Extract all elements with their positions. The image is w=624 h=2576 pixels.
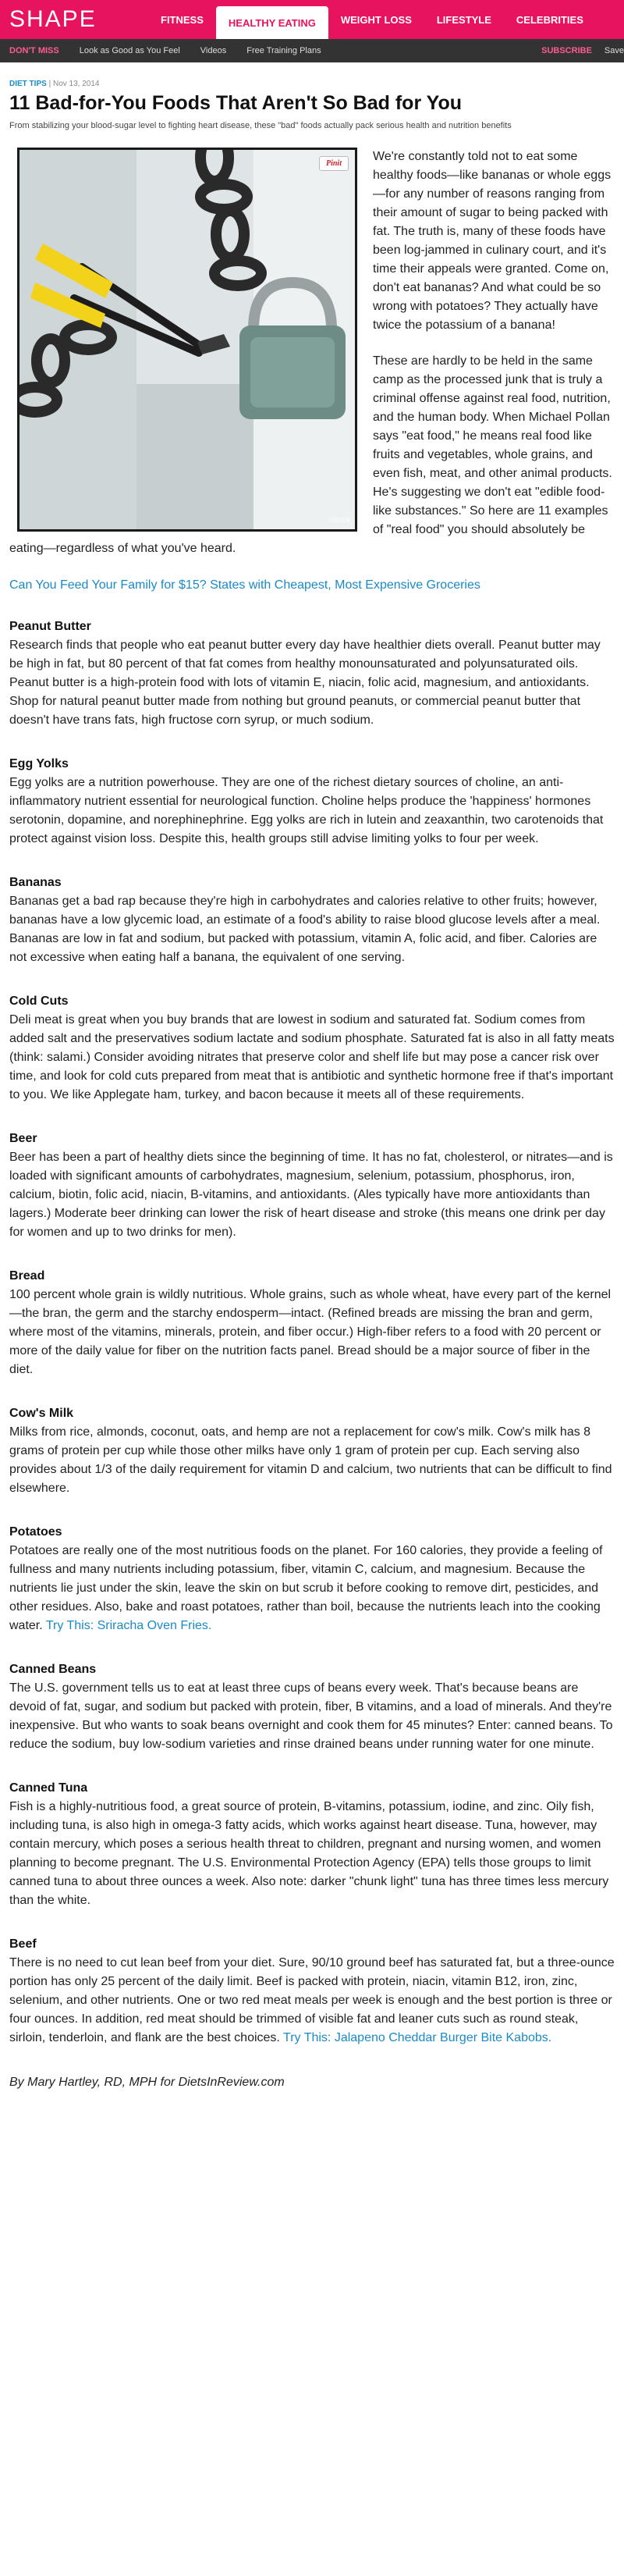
section-title: Beef — [9, 1937, 37, 1951]
section-cows-milk — [9, 1406, 615, 1498]
subnav-right — [529, 39, 624, 62]
lead-image — [17, 148, 357, 532]
article-title: 11 Bad-for-You Foods That Aren't So Bad for You — [9, 92, 463, 114]
section-title: Bananas — [9, 876, 62, 889]
section-body: The U.S. government tells us to eat at least three cups of beans every week. That's because beans are devoid of fat, sugar, and sodium but packed with protein, fiber, B vitamins, and a load of minerals. And they're inexpensive. But who wants to soak beans overnight and cook them for 45 minutes? Enter: canned beans. To reduce the sodium, buy low-sodium varieties and rinse drained beans under running water for one minute. — [9, 1681, 613, 1751]
section-title: Cold Cuts — [9, 994, 69, 1008]
section-title: Beer — [9, 1132, 37, 1145]
section-title: Canned Beans — [9, 1663, 97, 1676]
section-title: Peanut Butter — [9, 620, 91, 633]
article-dek: From stabilizing your blood-sugar level to fighting heart disease, these "bad" foods actually pack serious health and nutrition benefits — [9, 121, 512, 130]
recipe-link-burger-kabobs[interactable]: Try This: Jalapeno Cheddar Burger Bite Kabobs. — [283, 2031, 552, 2044]
chain-lock-illustration — [20, 150, 355, 529]
section-peanut-butter — [9, 619, 615, 730]
section-canned-beans — [9, 1662, 615, 1754]
article — [0, 80, 624, 2090]
article-date: Nov 13, 2014 — [52, 80, 100, 88]
section-egg-yolks — [9, 756, 615, 849]
article-byline: By Mary Hartley, RD, MPH for DietsInReview.com — [9, 2076, 285, 2089]
section-canned-tuna — [9, 1781, 615, 1910]
related-article-link[interactable]: Can You Feed Your Family for $15? States with Cheapest, Most Expensive Groceries — [9, 578, 480, 592]
article-lead — [9, 148, 615, 558]
image-credit: iStock — [328, 516, 350, 525]
main-nav — [148, 0, 596, 39]
article-meta — [9, 80, 615, 88]
pin-it-button[interactable]: Pinit — [319, 156, 349, 171]
section-body: Milks from rice, almonds, coconut, oats, and hemp are not a replacement for cow's milk. Cow's milk has 8 grams of protein per cup while those other milks have only 1 gram of protein per cup. Each serving also provides about 1/3 of the daily requirement for vitamin D and calcium, two nutrients that can be difficult to find elsewhere. — [9, 1425, 612, 1495]
subnav-dont-miss: DON'T MISS — [9, 46, 59, 55]
site-header — [0, 0, 624, 39]
section-title: Canned Tuna — [9, 1781, 88, 1795]
recipe-link-oven-fries[interactable]: Try This: Sriracha Oven Fries. — [45, 1619, 212, 1632]
nav-weight-loss[interactable]: WEIGHT LOSS — [340, 13, 412, 26]
section-title: Potatoes — [9, 1525, 62, 1539]
nav-lifestyle[interactable]: LIFESTYLE — [436, 13, 491, 26]
subnav-videos[interactable]: Videos — [200, 46, 227, 55]
save-link[interactable]: Save — [604, 46, 624, 55]
nav-fitness[interactable]: FITNESS — [161, 13, 204, 26]
section-cold-cuts — [9, 994, 615, 1105]
lead-paragraph-2: These are hardly to be held in the same camp as the processed junk that is truly a criminal offense against real food, nutrition, and the human body. When Michael Pollan says "eat food," he means real food like fruits and vegetables, whole grains, and even fish, meat, and other animal products. He's suggesting we don't eat "edible food-like substances." So here are 11 examples of "real food" you should absolutely be eating—regardless of what you've heard. — [9, 354, 612, 555]
subnav-training-plans[interactable]: Free Training Plans — [246, 46, 321, 55]
meta-divider: | — [48, 80, 53, 88]
sub-nav — [0, 39, 624, 62]
section-body: Beer has been a part of healthy diets since the beginning of time. It has no fat, cholesterol, or nitrates—and is loaded with significant amounts of carbohydrates, magnesium, selenium, potassium, phosphorus, iron, calcium, biotin, folic acid, niacin, B-vitamins, and antioxidants. (Ales typically have more antioxidants than lagers.) Moderate beer drinking can lower the risk of heart disease and stroke (this means one drink per day for women and up to two drinks for men). — [9, 1151, 613, 1239]
article-category[interactable]: DIET TIPS — [9, 80, 47, 88]
section-body: Fish is a highly-nutritious food, a great source of protein, B-vitamins, potassium, iodine, and zinc. Oily fish, including tuna, is also high in omega-3 fatty acids, which works against heart disease. Tuna, however, may contain mercury, which poses a serious health threat to children, pregnant and nursing women, and women planning to become pregnant. The U.S. Environmental Protection Agency (EPA) tells those groups to limit canned tuna to about three ounces a week. Also note: darker "chunk light" tuna has three times less mercury than the white. — [9, 1800, 609, 1907]
nav-celebrities[interactable]: CELEBRITIES — [516, 13, 583, 26]
section-body: Research finds that people who eat peanut butter every day have healthier diets overall. Peanut butter may be high in fat, but 80 percent of that fat comes from healthy monounsaturated and polyunsaturated oils. Peanut butter is a high-protein food with lots of vitamin E, niacin, folic acid, magnesium, and antioxidants. Shop for natural peanut butter made from nothing but ground peanuts, or commercial peanut butter that doesn't have trans fats, high fructose corn syrup, or much sodium. — [9, 639, 601, 727]
section-title: Egg Yolks — [9, 757, 69, 770]
section-potatoes — [9, 1525, 615, 1635]
section-body: Egg yolks are a nutrition powerhouse. They are one of the richest dietary sources of choline, an anti-inflammatory nutrient essential for neurological function. Choline helps produce the 'happiness' hormones serotonin, dopamine, and norephinephrine. Egg yolks are rich in lutein and zeaxanthin, two carotenoids that protect against vision loss. Despite this, health groups still advise limiting yolks to four per week. — [9, 776, 604, 845]
subnav-look-good[interactable]: Look as Good as You Feel — [79, 46, 180, 55]
nav-healthy-eating[interactable]: HEALTHY EATING — [216, 6, 328, 39]
section-beef — [9, 1937, 615, 2048]
section-title: Bread — [9, 1269, 45, 1283]
section-body: Deli meat is great when you buy brands that are lowest in sodium and saturated fat. Sodium comes from added salt and the preservatives sodium lactate and sodium phosphate. Saturated fat is also in all fatty meats (think: salami.) Consider avoiding nitrates that preserve color and shelf life but may pose a cancer risk over time, and look for cold cuts prepared from meat that is antibiotic and synthetic hormone free if that's important to you. We like Applegate ham, turkey, and bacon because it meets all of these requirements. — [9, 1013, 615, 1101]
section-beer — [9, 1131, 615, 1242]
section-title: Cow's Milk — [9, 1407, 74, 1420]
section-body: Bananas get a bad rap because they're high in carbohydrates and calories relative to other fruits; however, bananas have a low glycemic load, an estimate of a food's ability to raise blood glucose levels after a meal. Bananas are low in fat and sodium, but packed with potassium, vitamin A, folic acid, and fiber. Calories are not excessive when eating half a banana, the equivalent of one serving. — [9, 895, 601, 964]
section-body: There is no need to cut lean beef from your diet. Sure, 90/10 ground beef has saturated fat, but a three-ounce portion has only 25 percent of the daily limit. Beef is packed with protein, niacin, vitamin B12, iron, zinc, selenium, and other nutrients. One or two red meat meals per week is enough and the best portion is three or four ounces. In addition, red meat should be trimmed of visible fat and leaner cuts such as round steak, sirloin, tenderloin, and flank are the best choices. Try This: Jalapeno Cheddar Burger Bite Kabobs. — [9, 1956, 615, 2044]
section-body: 100 percent whole grain is wildly nutritious. Whole grains, such as whole wheat, have every part of the kernel—the bran, the germ and the starchy endosperm—intact. (Refined breads are missing the bran and germ, where most of the vitamins, minerals, protein, and fiber occur.) High-fiber refers to a food with 20 percent or more of the daily value for fiber on the nutrition facts panel. Bread should be a major source of fiber in the diet. — [9, 1288, 612, 1376]
section-bananas — [9, 875, 615, 967]
section-bread — [9, 1268, 615, 1379]
subscribe-link[interactable]: SUBSCRIBE — [541, 46, 592, 55]
site-logo[interactable]: SHAPE — [9, 6, 97, 32]
section-body: Potatoes are really one of the most nutritious foods on the planet. For 160 calories, they provide a feeling of fullness and many nutrients including potassium, fiber, vitamin C, calcium, and magnesium. Because the nutrients lie just under the skin, leave the skin on but scrub it before cooking to remove dirt, pesticides, and other residues. Also, bake and roast potatoes, rather than boil, because the nutrients leach into the cooking water. Try This: Sriracha Oven Fries. — [9, 1544, 603, 1632]
lead-paragraph-1: We're constantly told not to eat some healthy foods—like bananas or whole eggs—for any number of reasons ranging from their amount of sugar to being packed with fat. The truth is, many of these foods have been log-jammed in culinary court, and it's time their appeals were granted. Come on, don't eat bananas? And what could be so wrong with potatoes? They actually have twice the potassium of a banana! — [373, 150, 612, 332]
